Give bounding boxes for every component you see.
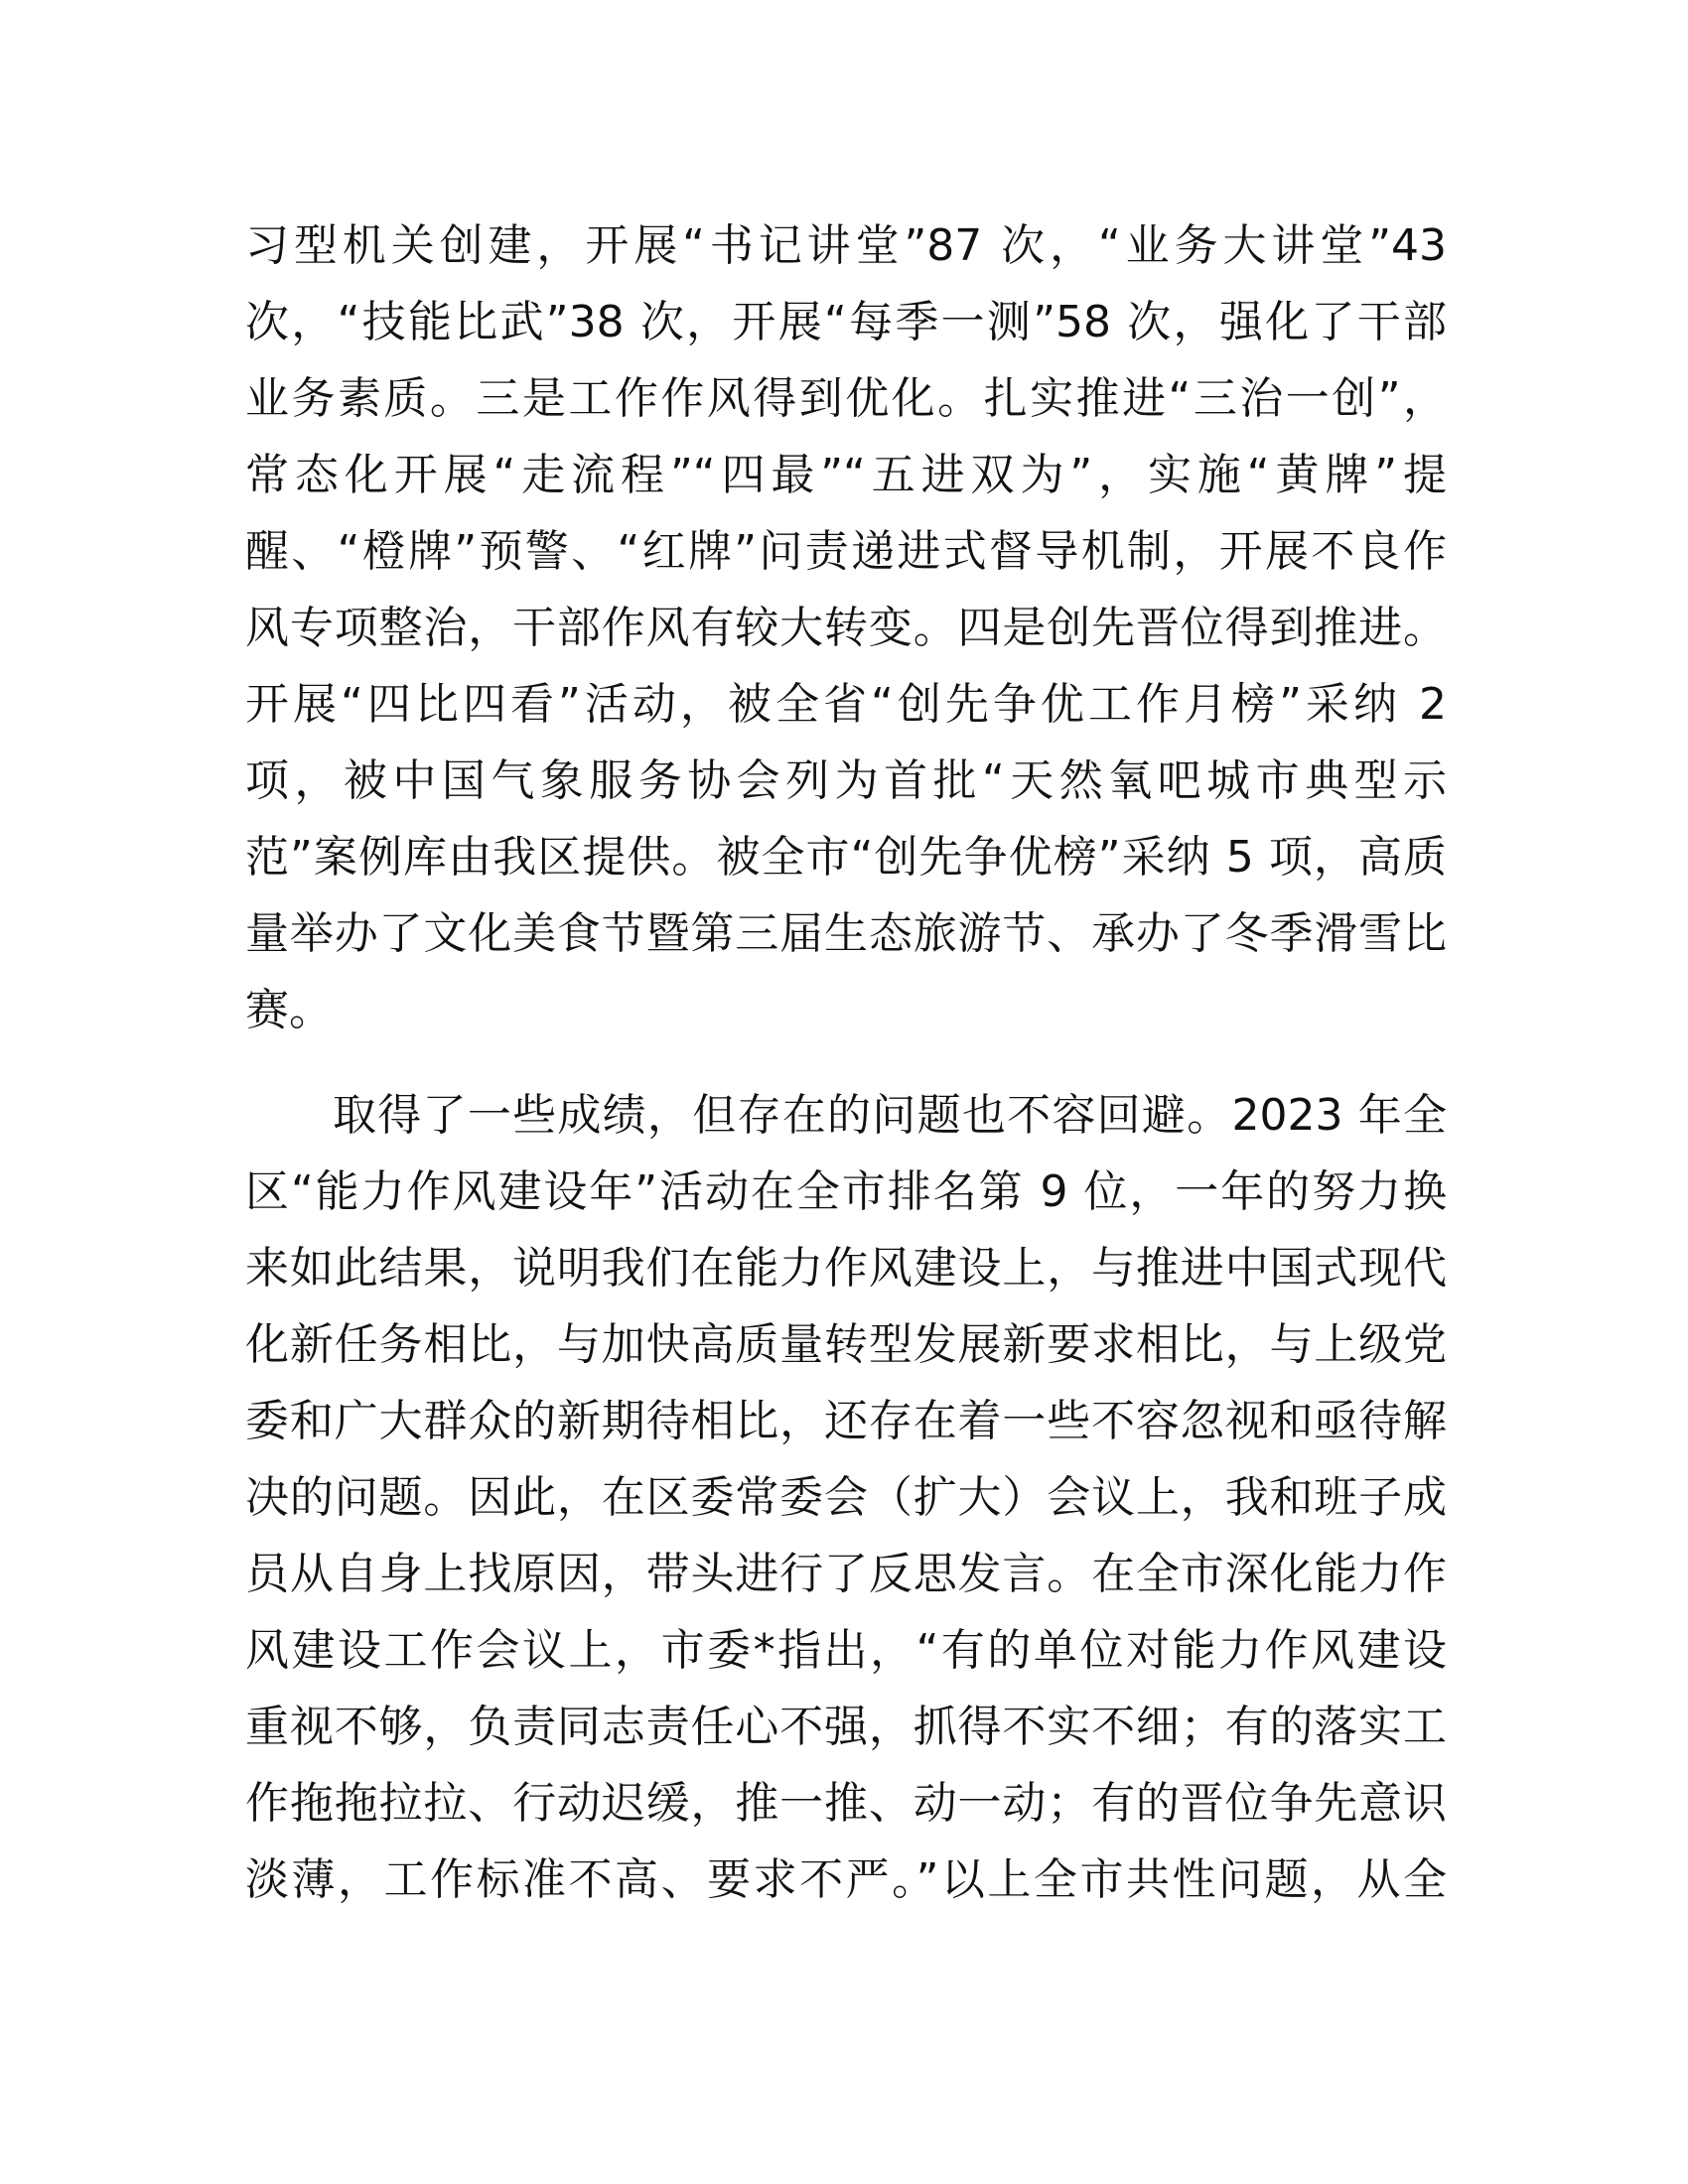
text-line: 重视不够，负责同志责任心不强，抓得不实不细；有的落实工 bbox=[245, 1702, 1447, 1752]
text-line: 业务素质。三是工作作风得到优化。扎实推进“三治一创”， bbox=[245, 373, 1447, 424]
text-line: 区“能力作风建设年”活动在全市排名第 9 位，一年的努力换 bbox=[245, 1166, 1447, 1217]
text-line: 员从自身上找原因，带头进行了反思发言。在全市深化能力作 bbox=[245, 1549, 1447, 1599]
text-line: 作拖拖拉拉、行动迟缓，推一推、动一动；有的晋位争先意识 bbox=[245, 1778, 1447, 1829]
text-line: 风建设工作会议上，市委*指出，“有的单位对能力作风建设 bbox=[245, 1625, 1447, 1676]
text-line: 淡薄，工作标准不高、要求不严。”以上全市共性问题，从全 bbox=[245, 1854, 1447, 1905]
text-line: 量举办了文化美食节暨第三届生态旅游节、承办了冬季滑雪比 bbox=[245, 908, 1447, 959]
text-line: 来如此结果，说明我们在能力作风建设上，与推进中国式现代 bbox=[245, 1243, 1447, 1294]
text-line: 常态化开展“走流程”“四最”“五进双为”，实施“黄牌”提 bbox=[245, 450, 1447, 500]
text-line: 风专项整治，干部作风有较大转变。四是创先晋位得到推进。 bbox=[245, 603, 1447, 653]
text-line: 委和广大群众的新期待相比，还存在着一些不容忽视和亟待解 bbox=[245, 1396, 1447, 1446]
text-line: 赛。 bbox=[245, 985, 333, 1035]
text-line: 范”案例库由我区提供。被全市“创先争优榜”采纳 5 项，高质 bbox=[245, 832, 1447, 883]
text-line: 取得了一些成绩，但存在的问题也不容回避。2023 年全 bbox=[333, 1090, 1447, 1141]
text-line: 习型机关创建，开展“书记讲堂”87 次，“业务大讲堂”43 bbox=[245, 220, 1447, 271]
text-line: 开展“四比四看”活动，被全省“创先争优工作月榜”采纳 2 bbox=[245, 679, 1447, 730]
text-line: 醒、“橙牌”预警、“红牌”问责递进式督导机制，开展不良作 bbox=[245, 526, 1447, 577]
text-line: 次，“技能比武”38 次，开展“每季一测”58 次，强化了干部 bbox=[245, 297, 1447, 347]
text-line: 决的问题。因此，在区委常委会（扩大）会议上，我和班子成 bbox=[245, 1472, 1447, 1523]
paragraph-problems bbox=[245, 1077, 1447, 1918]
text-line: 项，被中国气象服务协会列为首批“天然氧吧城市典型示 bbox=[245, 755, 1447, 806]
paragraph-achievements bbox=[245, 207, 1447, 1048]
text-line: 化新任务相比，与加快高质量转型发展新要求相比，与上级党 bbox=[245, 1319, 1447, 1370]
